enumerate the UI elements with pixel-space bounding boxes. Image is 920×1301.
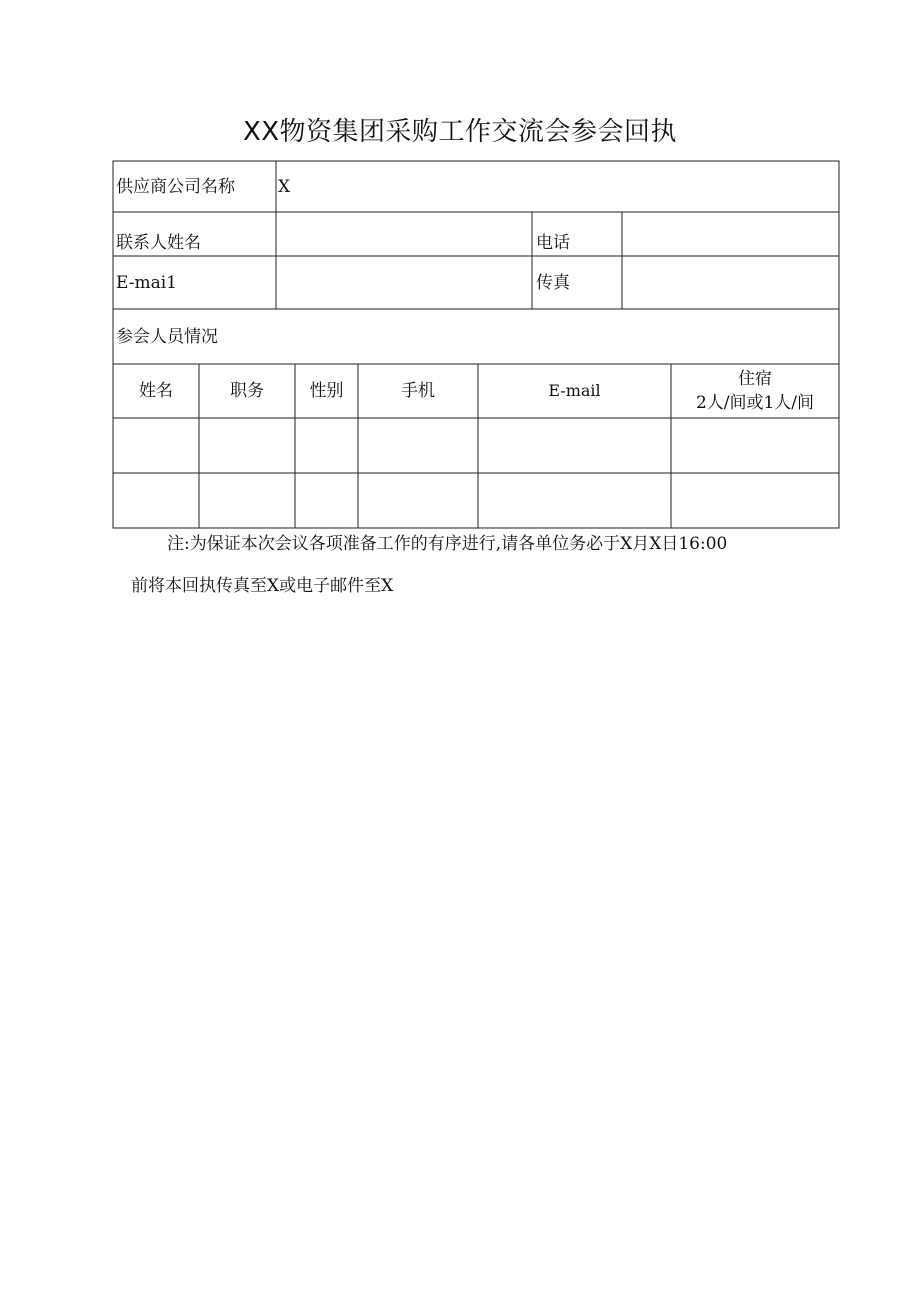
column-header-lodging: 住宿 <box>738 369 772 389</box>
attendee-1-email-cell[interactable] <box>479 419 670 472</box>
supplier-field[interactable]: X <box>278 177 291 197</box>
email-field[interactable] <box>277 257 531 308</box>
attendee-1-mobile-cell[interactable] <box>359 419 477 472</box>
column-header-lodging-options: 2人/间或1人/间 <box>695 393 815 413</box>
fax-field[interactable] <box>623 257 838 308</box>
attendee-2-gender-cell[interactable] <box>296 474 357 527</box>
note-line-1: 注:为保证本次会议各项准备工作的有序进行,请各单位务必于X月X日16:00 <box>167 534 728 554</box>
attendee-2-mobile-cell[interactable] <box>359 474 477 527</box>
email-label: E-mai1 <box>116 273 177 293</box>
column-header-name: 姓名 <box>139 381 173 401</box>
column-header-email: E-mail <box>548 381 601 400</box>
attendee-2-name-cell[interactable] <box>114 474 198 527</box>
contact-label: 联系人姓名 <box>116 233 201 253</box>
supplier-label: 供应商公司名称 <box>116 177 235 197</box>
attendee-2-position-cell[interactable] <box>200 474 294 527</box>
attendee-1-position-cell[interactable] <box>200 419 294 472</box>
attendees-section-label: 参会人员情况 <box>116 327 218 347</box>
attendee-1-name-cell[interactable] <box>114 419 198 472</box>
attendee-1-lodging-cell[interactable] <box>672 419 838 472</box>
phone-field[interactable] <box>623 213 838 255</box>
phone-label: 电话 <box>536 233 570 253</box>
attendee-1-gender-cell[interactable] <box>296 419 357 472</box>
contact-field[interactable] <box>277 213 531 255</box>
fax-label: 传真 <box>536 273 570 293</box>
attendee-2-lodging-cell[interactable] <box>672 474 838 527</box>
column-header-position: 职务 <box>230 381 264 401</box>
attendee-2-email-cell[interactable] <box>479 474 670 527</box>
note-line-2: 前将本回执传真至X或电子邮件至X <box>131 576 394 596</box>
column-header-gender: 性别 <box>309 381 344 401</box>
document-title: XX物资集团采购工作交流会参会回执 <box>242 117 678 147</box>
column-header-mobile: 手机 <box>401 381 435 401</box>
